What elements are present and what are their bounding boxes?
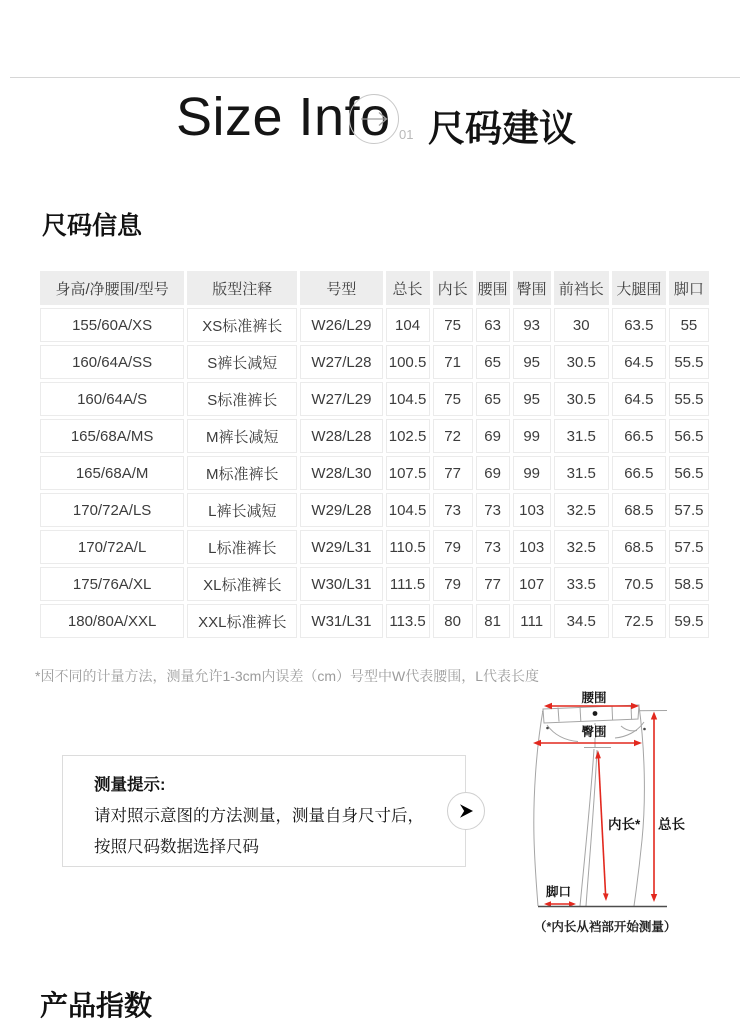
table-cell: 32.5 <box>554 530 609 564</box>
table-cell: 63.5 <box>612 308 666 342</box>
table-cell: W28/L28 <box>300 419 382 453</box>
table-cell: 110.5 <box>386 530 430 564</box>
table-cell: 95 <box>513 345 551 379</box>
table-cell: W27/L29 <box>300 382 382 416</box>
measurement-footnote: *因不同的计量方法，测量允许1-3cm内误差（cm）号型中W代表腰围，L代表长度 <box>35 668 540 684</box>
play-arrow-icon <box>447 792 485 830</box>
table-cell: 104.5 <box>386 382 430 416</box>
table-cell: 170/72A/LS <box>40 493 184 527</box>
table-cell: 65 <box>476 382 510 416</box>
table-cell: W29/L31 <box>300 530 382 564</box>
table-row <box>40 493 709 527</box>
table-cell: 55.5 <box>669 345 709 379</box>
table-cell: 30.5 <box>554 382 609 416</box>
leg-opening-label: 脚口 <box>546 885 572 899</box>
tip-line-1: 请对照示意图的方法测量，测量自身尺寸后， <box>94 807 424 825</box>
table-cell: 100.5 <box>386 345 430 379</box>
circle-arrow-right-icon <box>349 94 399 144</box>
table-cell: M标准裤长 <box>187 456 297 490</box>
measure-tip-box <box>62 755 466 867</box>
size-table-header-row <box>40 271 709 305</box>
table-cell: 81 <box>476 604 510 638</box>
table-cell: S裤长减短 <box>187 345 297 379</box>
table-cell: 69 <box>476 419 510 453</box>
table-cell: 73 <box>476 530 510 564</box>
table-cell: 66.5 <box>612 456 666 490</box>
table-cell: 77 <box>433 456 473 490</box>
column-header: 身高/净腰围/型号 <box>40 271 184 305</box>
table-cell: 102.5 <box>386 419 430 453</box>
table-cell: 68.5 <box>612 530 666 564</box>
table-cell: 79 <box>433 530 473 564</box>
table-cell: 70.5 <box>612 567 666 601</box>
column-header: 脚口 <box>669 271 709 305</box>
total-length-label: 总长 <box>658 817 685 832</box>
table-cell: 58.5 <box>669 567 709 601</box>
table-cell: W30/L31 <box>300 567 382 601</box>
hip-label: 臀围 <box>581 725 607 739</box>
table-cell: 30 <box>554 308 609 342</box>
table-cell: 79 <box>433 567 473 601</box>
table-cell: M裤长减短 <box>187 419 297 453</box>
tip-line-2: 按照尺码数据选择尺码 <box>94 838 259 856</box>
table-cell: 73 <box>476 493 510 527</box>
table-cell: XS标准裤长 <box>187 308 297 342</box>
table-cell: 104.5 <box>386 493 430 527</box>
table-cell: L标准裤长 <box>187 530 297 564</box>
table-cell: 111.5 <box>386 567 430 601</box>
table-cell: 180/80A/XXL <box>40 604 184 638</box>
pants-measurement-diagram <box>528 688 748 920</box>
table-cell: 55 <box>669 308 709 342</box>
table-cell: 99 <box>513 456 551 490</box>
section-title-en: Size Info <box>176 87 391 147</box>
table-cell: 155/60A/XS <box>40 308 184 342</box>
table-row <box>40 382 709 416</box>
table-cell: 65 <box>476 345 510 379</box>
diagram-note: （*内长从裆部开始测量） <box>534 920 677 934</box>
table-cell: 63 <box>476 308 510 342</box>
table-cell: 111 <box>513 604 551 638</box>
table-cell: S标准裤长 <box>187 382 297 416</box>
table-cell: 80 <box>433 604 473 638</box>
section-number: 01 <box>399 127 414 142</box>
table-cell: 57.5 <box>669 493 709 527</box>
table-row <box>40 456 709 490</box>
table-cell: 165/68A/M <box>40 456 184 490</box>
table-cell: 72 <box>433 419 473 453</box>
table-cell: L裤长减短 <box>187 493 297 527</box>
table-cell: 33.5 <box>554 567 609 601</box>
table-row <box>40 345 709 379</box>
table-cell: 165/68A/MS <box>40 419 184 453</box>
table-cell: W26/L29 <box>300 308 382 342</box>
table-cell: 64.5 <box>612 382 666 416</box>
table-cell: W31/L31 <box>300 604 382 638</box>
table-row <box>40 604 709 638</box>
column-header: 腰围 <box>476 271 510 305</box>
table-cell: 64.5 <box>612 345 666 379</box>
divider-line <box>10 77 740 78</box>
column-header: 总长 <box>386 271 430 305</box>
table-cell: 75 <box>433 308 473 342</box>
table-cell: 77 <box>476 567 510 601</box>
table-cell: 55.5 <box>669 382 709 416</box>
table-cell: W27/L28 <box>300 345 382 379</box>
column-header: 大腿围 <box>612 271 666 305</box>
table-cell: 31.5 <box>554 419 609 453</box>
inseam-label: 内长* <box>608 817 641 832</box>
table-row <box>40 308 709 342</box>
table-cell: 34.5 <box>554 604 609 638</box>
size-table <box>37 268 712 641</box>
section-title-zh: 尺码建议 <box>428 108 576 149</box>
column-header: 号型 <box>300 271 382 305</box>
table-cell: 71 <box>433 345 473 379</box>
table-cell: 103 <box>513 530 551 564</box>
column-header: 内长 <box>433 271 473 305</box>
table-cell: 175/76A/XL <box>40 567 184 601</box>
button-dot <box>593 711 598 716</box>
table-row <box>40 530 709 564</box>
table-cell: 69 <box>476 456 510 490</box>
table-row <box>40 419 709 453</box>
table-cell: 160/64A/S <box>40 382 184 416</box>
table-cell: W29/L28 <box>300 493 382 527</box>
table-cell: 31.5 <box>554 456 609 490</box>
arrow-right-icon <box>350 95 398 143</box>
table-cell: 170/72A/L <box>40 530 184 564</box>
table-cell: 99 <box>513 419 551 453</box>
column-header: 臀围 <box>513 271 551 305</box>
table-cell: 56.5 <box>669 419 709 453</box>
table-cell: 107 <box>513 567 551 601</box>
table-cell: 113.5 <box>386 604 430 638</box>
column-header: 前裆长 <box>554 271 609 305</box>
table-row <box>40 567 709 601</box>
table-cell: 75 <box>433 382 473 416</box>
table-cell: 95 <box>513 382 551 416</box>
table-cell: 68.5 <box>612 493 666 527</box>
table-cell: 160/64A/SS <box>40 345 184 379</box>
tip-title: 测量提示: <box>94 776 166 794</box>
table-cell: XXL标准裤长 <box>187 604 297 638</box>
table-cell: 73 <box>433 493 473 527</box>
table-cell: 103 <box>513 493 551 527</box>
table-cell: 32.5 <box>554 493 609 527</box>
table-cell: 56.5 <box>669 456 709 490</box>
next-section-heading: 产品指数 <box>40 990 153 1021</box>
table-cell: 30.5 <box>554 345 609 379</box>
table-cell: 57.5 <box>669 530 709 564</box>
waist-label: 腰围 <box>581 691 607 705</box>
column-header: 版型注释 <box>187 271 297 305</box>
table-cell: W28/L30 <box>300 456 382 490</box>
table-cell: 72.5 <box>612 604 666 638</box>
table-cell: 104 <box>386 308 430 342</box>
size-info-heading: 尺码信息 <box>42 212 143 240</box>
table-cell: XL标准裤长 <box>187 567 297 601</box>
table-cell: 66.5 <box>612 419 666 453</box>
table-cell: 107.5 <box>386 456 430 490</box>
table-cell: 93 <box>513 308 551 342</box>
table-cell: 59.5 <box>669 604 709 638</box>
